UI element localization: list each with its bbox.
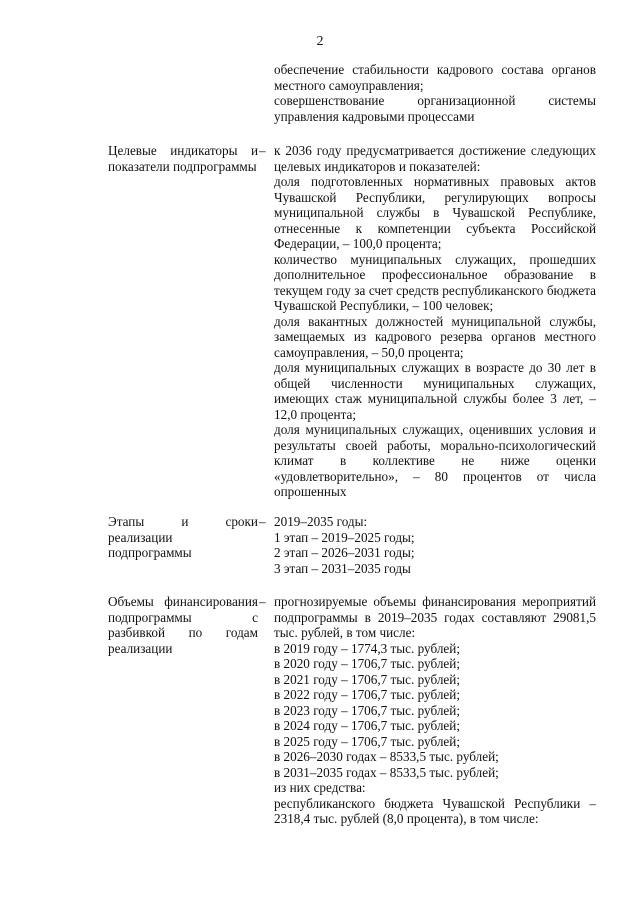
financing-item: в 2023 году – 1706,7 тыс. рублей;	[274, 702, 460, 718]
indicator-item: количество муниципальных служащих, прошедших дополнительное профессиональное образование в текущем году за счет средств республиканского бюджета Чувашской Республики, – 100 человек;	[274, 251, 596, 313]
section-label-indicators: Целевые индикаторы и показатели подпрограммы	[108, 143, 258, 174]
section-content-financing	[274, 594, 596, 827]
financing-item: из них средства:	[274, 780, 366, 795]
financing-item: в 2022 году – 1706,7 тыс. рублей;	[274, 687, 460, 702]
section-label-stages: Этапы и сроки реализации подпрограммы	[108, 514, 258, 560]
separator-dash: –	[259, 514, 266, 529]
indicator-item: к 2036 году предусматривается достижение следующих целевых индикаторов и показателей:	[274, 143, 596, 174]
stage-item: 2 этап – 2026–2031 годы;	[274, 545, 415, 560]
separator-dash: –	[259, 594, 266, 609]
financing-item: в 2025 году – 1706,7 тыс. рублей;	[274, 733, 460, 749]
section-label-financing: Объемы финансирования подпрограммы с разбивкой по годам реализации	[108, 594, 258, 656]
financing-item: в 2019 году – 1774,3 тыс. рублей;	[274, 640, 460, 656]
financing-item: в 2031–2035 годах – 8533,5 тыс. рублей;	[274, 764, 499, 780]
financing-item: республиканского бюджета Чувашской Республики – 2318,4 тыс. рублей (8,0 процента), в том числе:	[274, 795, 596, 826]
financing-item: в 2026–2030 годах – 8533,5 тыс. рублей;	[274, 749, 499, 764]
indicator-item: доля подготовленных нормативных правовых актов Чувашской Республики, регулирующих вопросы муниципальной службы в Чувашской Республике, отнесенные к компетенции субъекта Российской Федерации, – 100,0 процента;	[274, 174, 596, 251]
continuation-block	[274, 62, 596, 124]
section-content-stages	[274, 514, 596, 576]
indicator-item: доля муниципальных служащих в возрасте до 30 лет в общей численности муниципальных служащих, имеющих стаж муниципальной службы более 3 лет, – 12,0 процента;	[274, 360, 596, 422]
separator-dash: –	[259, 143, 266, 158]
financing-item: прогнозируемые объемы финансирования мероприятий подпрограммы в 2019–2035 годах составляют 29081,5 тыс. рублей, в том числе:	[274, 594, 596, 640]
indicator-item: доля вакантных должностей муниципальной службы, замещаемых из кадрового резерва органов местного самоуправления, – 50,0 процента;	[274, 313, 596, 360]
indicator-item: доля муниципальных служащих, оценивших условия и результаты своей работы, морально-психологический климат в коллективе не ниже оценки «удовлетворительно», – 80 процентов от числа опрошенных	[274, 422, 596, 499]
stage-item: 2019–2035 годы:	[274, 514, 368, 529]
continuation-item: обеспечение стабильности кадрового состава органов местного самоуправления;	[274, 62, 596, 93]
financing-item: в 2020 году – 1706,7 тыс. рублей;	[274, 656, 460, 671]
stage-item: 1 этап – 2019–2025 годы;	[274, 529, 415, 545]
continuation-item: совершенствование организационной системы управления кадровыми процессами	[274, 93, 596, 124]
page-number: 2	[316, 34, 324, 49]
section-content-indicators	[274, 143, 596, 500]
financing-item: в 2024 году – 1706,7 тыс. рублей;	[274, 718, 460, 733]
stage-item: 3 этап – 2031–2035 годы	[274, 560, 411, 576]
financing-item: в 2021 году – 1706,7 тыс. рублей;	[274, 671, 460, 687]
